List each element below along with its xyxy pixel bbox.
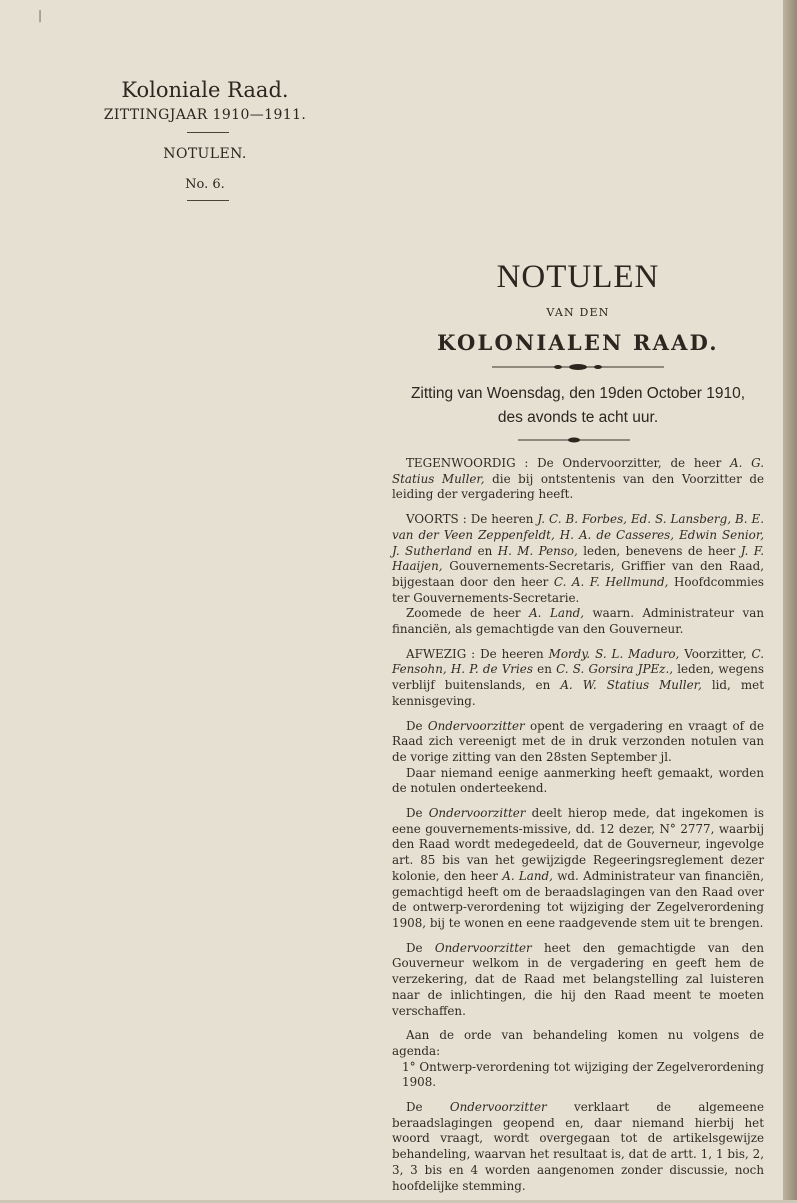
agenda-paragraph: Aan de orde van behandeling komen nu volgens de agenda: [392, 1028, 764, 1058]
header-rule [187, 132, 229, 133]
attendance-paragraph: TEGENWOORDIG : De Ondervoorzitter, de heer A. G. Statius Muller, die bij ontstentenis van den Voorzitter de leiding der vergadering heeft. [392, 456, 764, 502]
session-date: Zitting van Woensdag, den 19den October 1910, [410, 385, 746, 402]
deliberation-paragraph: De Ondervoorzitter verklaart de algemeene beraadslagingen geopend en, daar niemand hierbij het woord vraagt, wordt overgegaan tot de artikelsgewijze behandeling, waarvan het resultaat is, dat de artt. 1, 1 bis, 2, 3, 3 bis en 4 worden aangenomen zonder discussie, noch hoofdelijke stemming. [392, 1100, 764, 1193]
delegate-paragraph: Zoomede de heer A. Land, waarn. Administrateur van financiën, als gemachtigde van den Gouverneur. [392, 606, 764, 637]
session-time: des avonds te acht uur. [497, 409, 659, 426]
council-heading: Koloniale Raad. [121, 78, 289, 102]
approval-paragraph: Daar niemand eenige aanmerking heeft gemaakt, worden de notulen onderteekend. [392, 765, 764, 796]
session-year: ZITTINGJAAR 1910—1911. [103, 107, 307, 123]
section-label: NOTULEN. [163, 146, 247, 162]
ornament-divider [392, 361, 764, 373]
absent-paragraph: AFWEZIG : De heeren Mordy. S. L. Maduro, Voorzitter, C. Fensohn, H. P. de Vries en C. S. Gorsira JPEz., leden, wegens verblijf buitenslands, en A. W. Statius Muller, lid, met kennisgeving. [392, 646, 765, 708]
ornament-divider [392, 434, 764, 446]
opening-paragraph: De Ondervoorzitter opent de vergadering en vraagt of de Raad zich vereenigt met de in druk verzonden notulen van de vorige zitting van den 28sten September jl. [392, 718, 764, 764]
scan-mark: | [38, 8, 43, 22]
page-edge [783, 0, 797, 1200]
welcome-paragraph: De Ondervoorzitter heet den gemachtigde van den Gouverneur welkom in de vergadering en geeft hem de verzekering, dat de Raad met belangstelling zal luisteren naar de inlichtingen, die hij den Raad meent te moeten verschaffen. [392, 940, 764, 1018]
header-rule [187, 200, 229, 201]
document-number: No. 6. [185, 177, 225, 192]
page-title: NOTULEN [496, 259, 660, 295]
council-name: KOLONIALEN RAAD. [437, 330, 719, 355]
members-paragraph: VOORTS : De heeren J. C. B. Forbes, Ed. S. Lansberg, B. E. van der Veen Zeppenfeldt, H. A. de Casseres, Edwin Senior, J. Sutherland en H. M. Penso, leden, benevens de heer J. F. Haaijen, Gouvernements-Secretaris, Griffier van den Raad, bijgestaan door den heer C. A. F. Hellmund, Hoofdcommies ter Gouvernements-Secretarie. [392, 512, 764, 605]
agenda-item: 1° Ontwerp-verordening tot wijziging der Zegelverordening 1908. [402, 1059, 764, 1090]
page-subtitle: VAN DEN [546, 306, 610, 319]
missive-paragraph: De Ondervoorzitter deelt hierop mede, dat ingekomen is eene gouvernements-missive, dd. 12 dezer, N° 2777, waarbij den Raad wordt medegedeeld, dat de Gouverneur, ingevolge art. 85 bis van het gewijzigde Regeeringsreglement dezer kolonie, den heer A. Land, wd. Administrateur van financiën, gemachtigd heeft om de beraadslagingen van den Raad over de ontwerp-verordening tot wijziging der Zegelverordening 1908, bij te wonen en eene raadgevende stem uit te brengen. [392, 806, 764, 930]
minutes-body [392, 456, 764, 1203]
